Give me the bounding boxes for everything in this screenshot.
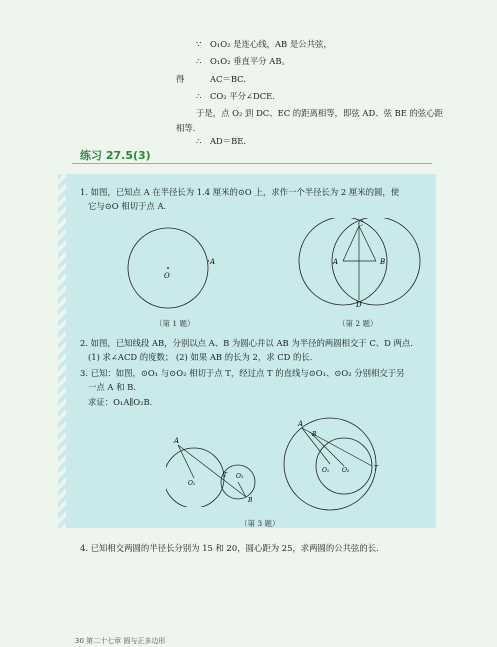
segment-o2b xyxy=(238,482,246,497)
problem-2-line-1: 2. 如图，已知线段 AB，分别以点 A、B 为圆心并以 AB 为半径的两圆相交于 C、D 两点. xyxy=(80,338,413,348)
label-f3-a: A xyxy=(174,437,180,445)
proof-symbol: ∴ xyxy=(196,91,202,101)
exercise-divider xyxy=(72,163,432,164)
figure-3-left xyxy=(166,432,266,507)
line-atb xyxy=(178,445,246,497)
proof-line-2 xyxy=(196,55,290,67)
problem-4: 4. 已知相交两圆的半径长分别为 15 和 20，圆心距为 25，求两圆的公共弦的长. xyxy=(80,543,379,553)
label-f3b-o1: O₁ xyxy=(322,467,330,474)
point-a xyxy=(207,260,209,262)
caption-figure-3: （第 3 题） xyxy=(240,519,280,528)
proof-line-3 xyxy=(176,73,246,85)
label-f3-b: B xyxy=(248,497,253,504)
problem-2-line-2: (1) 求∠ACD 的度数； (2) 如果 AB 的长为 2，求 CD 的长. xyxy=(88,352,313,362)
problem-3-line-1: 3. 已知：如图，⊙O₁ 与⊙O₂ 相切于点 T，经过点 T 的直线与⊙O₁、⊙O₂ 分别相交于另 xyxy=(80,368,405,378)
proof-symbol: 得 xyxy=(176,74,185,84)
label-f2-b: B xyxy=(380,258,386,266)
center-point-o xyxy=(167,267,169,269)
label-f2-c: C xyxy=(358,220,364,228)
proof-text: CO₂ 平分∠DCE. xyxy=(210,91,275,101)
page-footer: 30 第二十七章 圆与正多边形 xyxy=(75,637,166,645)
proof-text: AD＝BE. xyxy=(210,136,247,146)
label-f3-t: T xyxy=(223,472,228,479)
label-a: A xyxy=(210,258,216,266)
problem-1-line-2: 它与⊙O 相切于点 A. xyxy=(88,201,167,211)
proof-symbol: ∴ xyxy=(196,136,202,146)
proof-symbol: ∴ xyxy=(196,56,202,66)
proof-text: 于是，点 O₂ 到 DC、EC 的距离相等，即弦 AD、弦 BE 的弦心距 xyxy=(196,108,444,118)
label-f3-o2: O₂ xyxy=(236,473,244,480)
label-f2-a: A xyxy=(333,258,339,266)
problem-1-line-1: 1. 如图，已知点 A 在半径长为 1.4 厘米的⊙O 上，求作一个半径长为 2 厘米的圆，使 xyxy=(80,187,400,197)
segment-o1a xyxy=(178,445,194,478)
exercise-title: 练习 27.5(3) xyxy=(80,149,151,162)
proof-line-1 xyxy=(196,38,332,50)
proof-line-6 xyxy=(176,122,195,134)
label-f3b-t: T xyxy=(374,465,379,472)
label-f3-o1: O₁ xyxy=(188,480,196,487)
label-f3b-b: B xyxy=(312,431,317,438)
circle-a xyxy=(299,218,387,305)
label-f2-d: D xyxy=(356,301,362,309)
label-f3b-a: A xyxy=(298,420,304,428)
segment-cb xyxy=(359,226,376,261)
proof-symbol: ∵ xyxy=(196,39,202,49)
problem-3-line-2: 一点 A 和 B. xyxy=(88,382,136,392)
label-f3b-o2: O₂ xyxy=(342,467,350,474)
figure-1 xyxy=(120,220,220,320)
proof-line-5 xyxy=(196,107,443,119)
caption-figure-1: （第 1 题） xyxy=(155,319,195,328)
problem-3-line-3: 求证：O₁A∥O₂B. xyxy=(88,397,153,407)
figure-2 xyxy=(296,218,426,318)
proof-text: AC＝BC. xyxy=(210,74,246,84)
proof-text: 相等. xyxy=(176,123,196,133)
proof-line-4 xyxy=(196,90,275,102)
proof-text: O₁O₂ 是连心线，AB 是公共弦， xyxy=(210,39,332,49)
circle-b xyxy=(332,218,420,305)
proof-line-7 xyxy=(196,135,246,147)
label-o: O xyxy=(164,272,170,280)
caption-figure-2: （第 2 题） xyxy=(338,319,378,328)
figure-3-right xyxy=(280,412,390,512)
proof-text: O₁O₂ 垂直平分 AB。 xyxy=(210,56,290,66)
circle-o1 xyxy=(166,448,224,507)
segment-ca xyxy=(343,226,359,261)
